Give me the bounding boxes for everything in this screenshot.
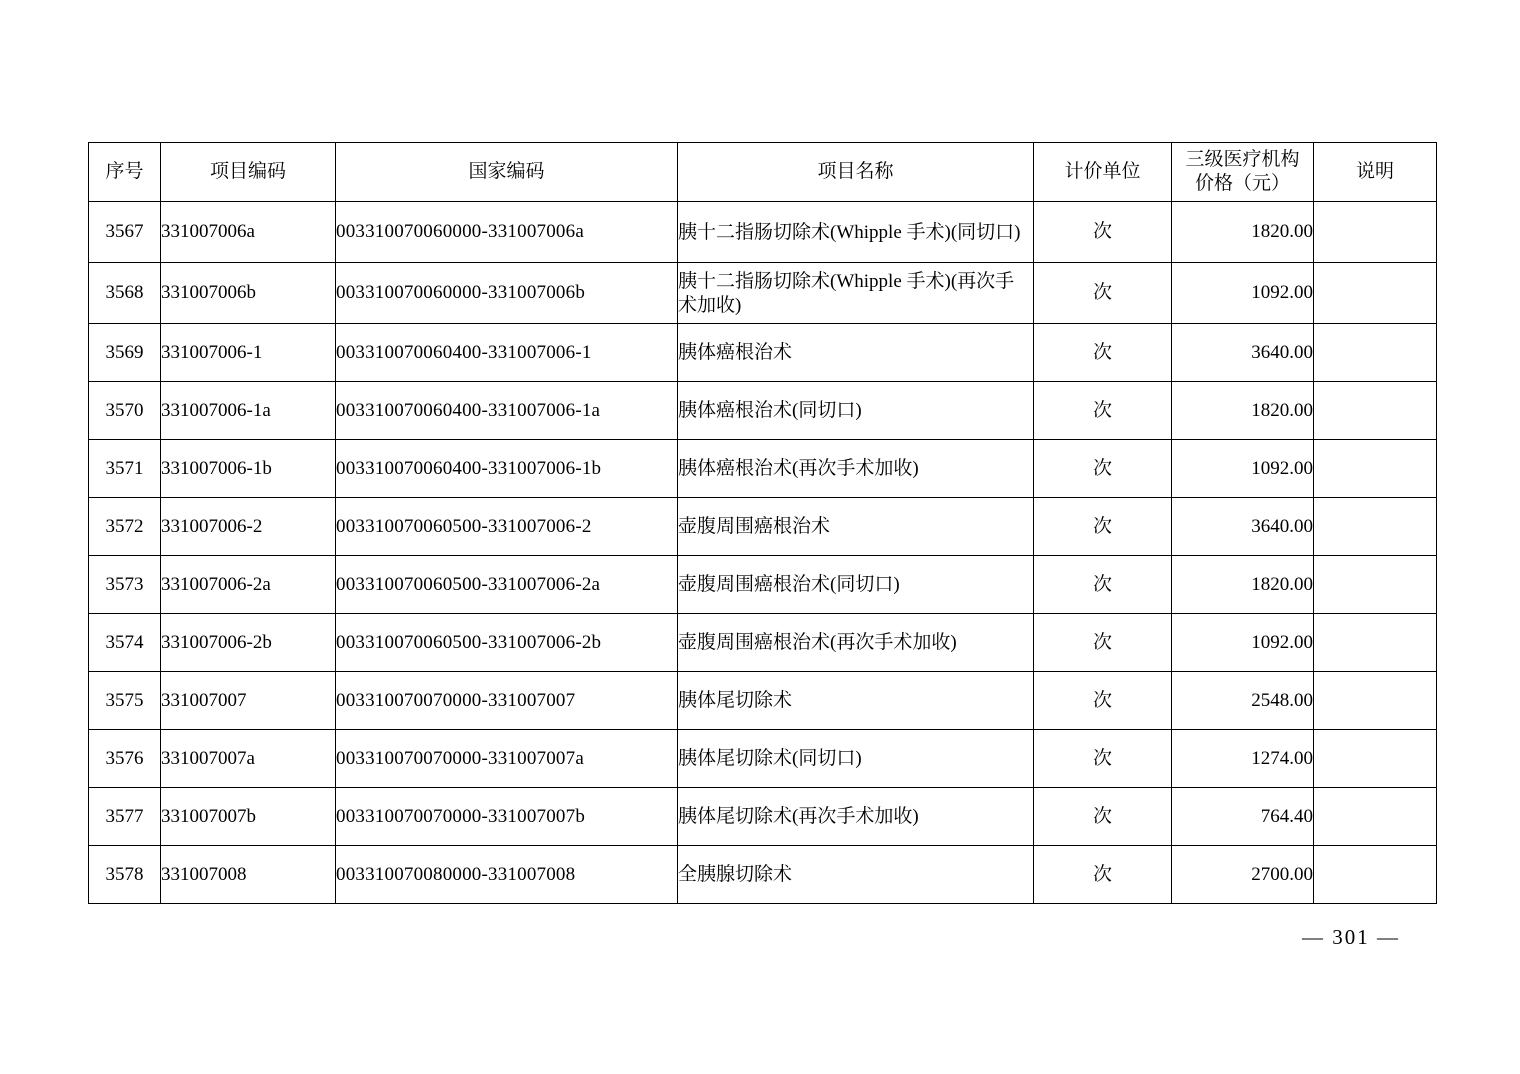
cell-price: 1820.00 [1172,556,1314,614]
table-row [89,730,1437,788]
cell-note [1314,263,1437,324]
cell-national-code: 003310070070000-331007007a [336,730,678,788]
cell-item-code: 331007006-1a [161,382,336,440]
table-header-row [89,143,1437,202]
cell-national-code: 003310070060500-331007006-2b [336,614,678,672]
cell-price: 3640.00 [1172,324,1314,382]
cell-item-code: 331007006-2 [161,498,336,556]
cell-price: 2700.00 [1172,846,1314,904]
page-number: — 301 — [1302,925,1400,949]
cell-note [1314,324,1437,382]
cell-item-name: 胰体癌根治术 [678,324,1034,382]
cell-seq: 3569 [89,324,161,382]
cell-national-code: 003310070060400-331007006-1 [336,324,678,382]
cell-unit: 次 [1034,263,1172,324]
cell-national-code: 003310070080000-331007008 [336,846,678,904]
cell-price: 1820.00 [1172,202,1314,263]
cell-seq: 3574 [89,614,161,672]
cell-item-name: 全胰腺切除术 [678,846,1034,904]
cell-note [1314,556,1437,614]
cell-unit: 次 [1034,730,1172,788]
cell-price: 1092.00 [1172,263,1314,324]
cell-item-name: 胰十二指肠切除术(Whipple 手术)(再次手术加收) [678,263,1034,324]
cell-seq: 3570 [89,382,161,440]
cell-note [1314,614,1437,672]
table-row [89,846,1437,904]
cell-seq: 3572 [89,498,161,556]
cell-item-name: 壶腹周围癌根治术(再次手术加收) [678,614,1034,672]
cell-national-code: 003310070060500-331007006-2 [336,498,678,556]
cell-item-code: 331007007 [161,672,336,730]
cell-item-name: 胰体尾切除术(同切口) [678,730,1034,788]
cell-unit: 次 [1034,498,1172,556]
cell-seq: 3576 [89,730,161,788]
cell-item-code: 331007006-2b [161,614,336,672]
cell-unit: 次 [1034,440,1172,498]
cell-seq: 3578 [89,846,161,904]
cell-item-code: 331007008 [161,846,336,904]
column-header-price: 三级医疗机构 价格（元） [1172,143,1314,202]
cell-note [1314,202,1437,263]
cell-item-name: 壶腹周围癌根治术 [678,498,1034,556]
cell-seq: 3571 [89,440,161,498]
column-header-item-name: 项目名称 [678,143,1034,202]
cell-national-code: 003310070060400-331007006-1a [336,382,678,440]
cell-unit: 次 [1034,614,1172,672]
cell-national-code: 003310070070000-331007007 [336,672,678,730]
cell-item-name: 胰体癌根治术(再次手术加收) [678,440,1034,498]
table-row [89,324,1437,382]
cell-price: 1092.00 [1172,440,1314,498]
cell-note [1314,846,1437,904]
cell-item-name: 胰体癌根治术(同切口) [678,382,1034,440]
table-row [89,202,1437,263]
cell-unit: 次 [1034,324,1172,382]
cell-item-code: 331007006b [161,263,336,324]
table-body [89,202,1437,904]
cell-national-code: 003310070070000-331007007b [336,788,678,846]
cell-price: 1820.00 [1172,382,1314,440]
cell-seq: 3568 [89,263,161,324]
cell-price: 3640.00 [1172,498,1314,556]
column-header-unit: 计价单位 [1034,143,1172,202]
cell-unit: 次 [1034,556,1172,614]
cell-note [1314,382,1437,440]
cell-item-code: 331007006-2a [161,556,336,614]
table-header [89,143,1437,202]
table-row [89,498,1437,556]
cell-unit: 次 [1034,382,1172,440]
cell-seq: 3567 [89,202,161,263]
cell-item-code: 331007007b [161,788,336,846]
cell-price: 1274.00 [1172,730,1314,788]
cell-item-name: 胰体尾切除术(再次手术加收) [678,788,1034,846]
cell-seq: 3573 [89,556,161,614]
cell-unit: 次 [1034,788,1172,846]
cell-item-code: 331007006-1b [161,440,336,498]
column-header-seq: 序号 [89,143,161,202]
table-row [89,440,1437,498]
cell-item-name: 壶腹周围癌根治术(同切口) [678,556,1034,614]
medical-price-table [88,142,1437,904]
column-header-national-code: 国家编码 [336,143,678,202]
cell-unit: 次 [1034,202,1172,263]
cell-national-code: 003310070060400-331007006-1b [336,440,678,498]
column-header-note: 说明 [1314,143,1437,202]
cell-national-code: 003310070060500-331007006-2a [336,556,678,614]
cell-note [1314,788,1437,846]
table-row [89,672,1437,730]
cell-unit: 次 [1034,672,1172,730]
cell-note [1314,672,1437,730]
table-row [89,382,1437,440]
cell-item-name: 胰十二指肠切除术(Whipple 手术)(同切口) [678,202,1034,263]
column-header-item-code: 项目编码 [161,143,336,202]
cell-seq: 3575 [89,672,161,730]
table-row [89,614,1437,672]
table-row [89,788,1437,846]
cell-seq: 3577 [89,788,161,846]
table-row [89,556,1437,614]
table-row [89,263,1437,324]
cell-price: 764.40 [1172,788,1314,846]
cell-price: 2548.00 [1172,672,1314,730]
cell-note [1314,730,1437,788]
cell-price: 1092.00 [1172,614,1314,672]
cell-national-code: 003310070060000-331007006b [336,263,678,324]
cell-national-code: 003310070060000-331007006a [336,202,678,263]
price-table-container [88,142,1436,904]
cell-note [1314,498,1437,556]
cell-item-name: 胰体尾切除术 [678,672,1034,730]
cell-item-code: 331007007a [161,730,336,788]
cell-note [1314,440,1437,498]
cell-item-code: 331007006a [161,202,336,263]
cell-unit: 次 [1034,846,1172,904]
cell-item-code: 331007006-1 [161,324,336,382]
